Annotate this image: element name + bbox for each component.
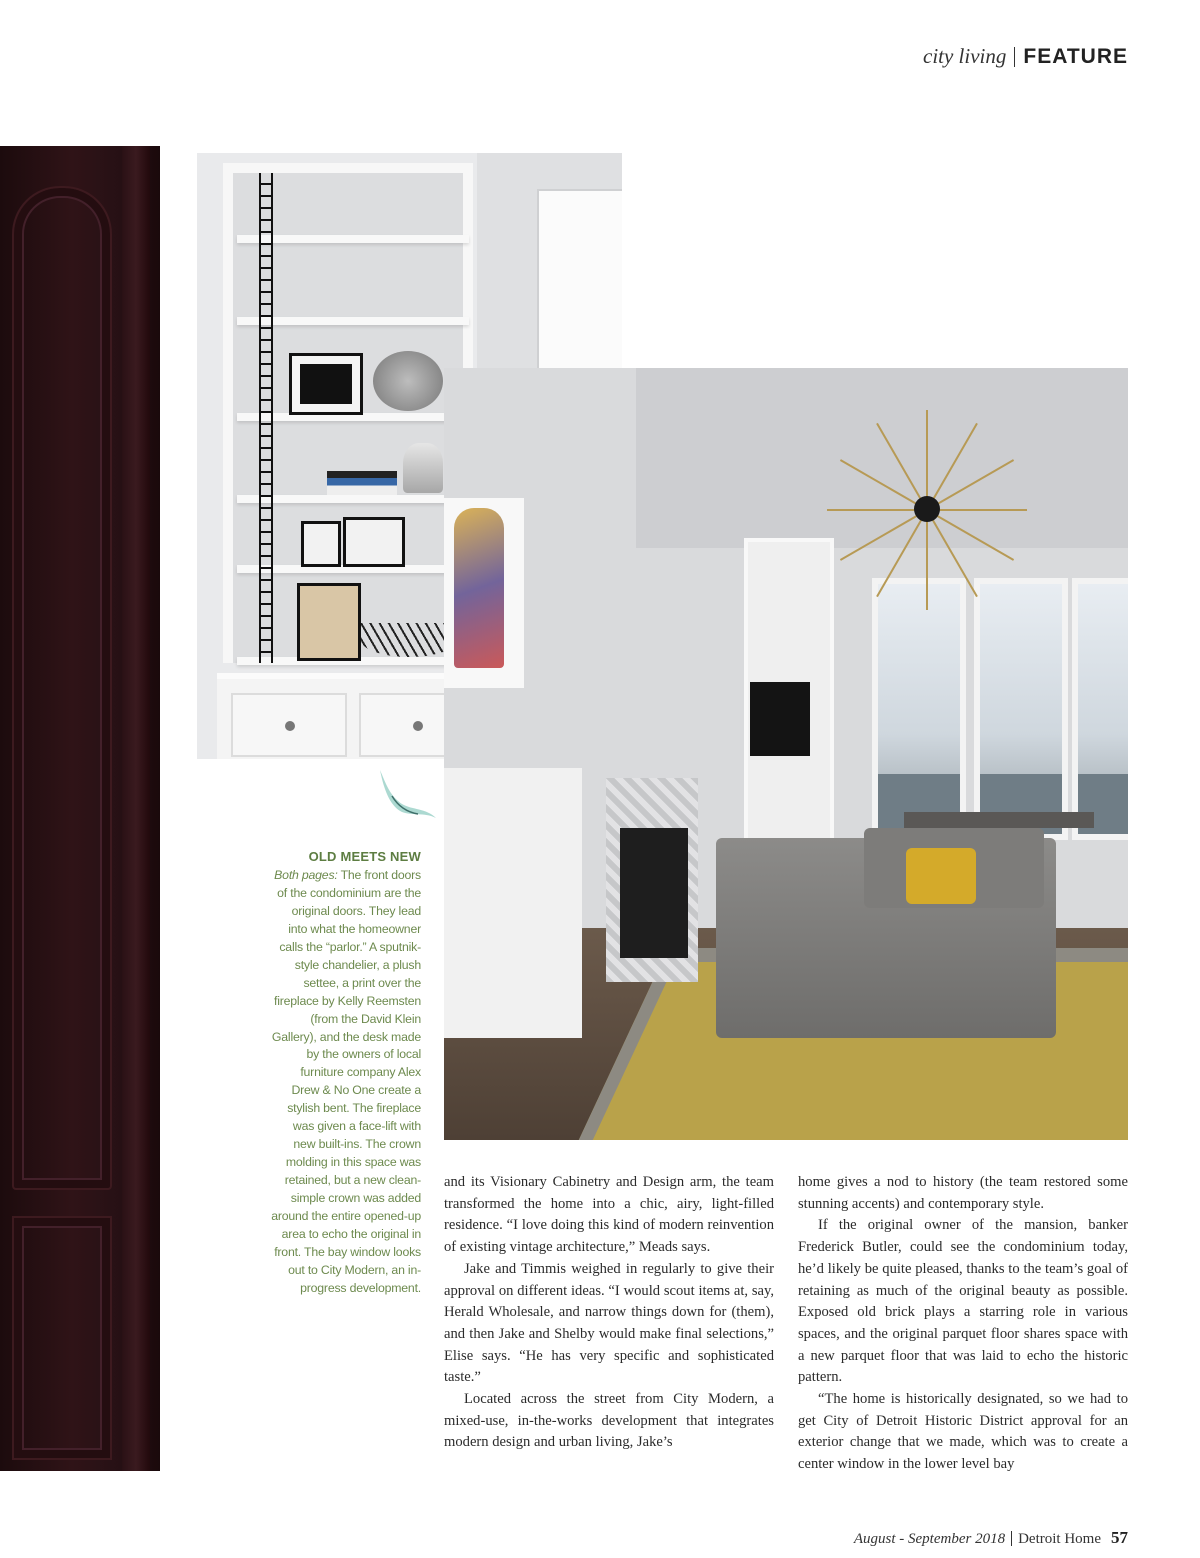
framed-art xyxy=(297,583,361,661)
door-photo xyxy=(0,146,160,1471)
sculpture-ladder xyxy=(259,173,273,663)
paragraph: “The home is historically designated, so we had to get City of Detroit Historic District approval for an exterior change that we made, which was to create a center window in the lower level bay xyxy=(798,1391,1128,1473)
article-column-1 xyxy=(444,1172,774,1454)
bay-window xyxy=(974,578,1068,840)
parlor-photo xyxy=(444,368,1128,1140)
paragraph: and its Visionary Cabinetry and Design arm, the team transformed the home into a chic, airy, light-filled residence. “I love doing this kind of modern reinvention of existing vintage architecture,” Meads says. xyxy=(444,1174,774,1256)
page-header xyxy=(923,44,1128,69)
framed-photo xyxy=(343,517,405,567)
sputnik-chandelier xyxy=(914,496,940,522)
door-lower-panel xyxy=(12,1216,112,1460)
silver-bowl xyxy=(373,351,443,411)
footer-separator xyxy=(1011,1531,1012,1546)
wire-basket xyxy=(361,623,457,657)
chandelier-arm xyxy=(827,509,927,511)
print-figure xyxy=(454,508,504,668)
framed-photo xyxy=(301,521,341,567)
issue-date: August - September 2018 xyxy=(853,1531,1006,1547)
page-footer xyxy=(854,1528,1128,1548)
caption-body xyxy=(270,867,421,1298)
books xyxy=(327,471,397,495)
caption-text: The front doors of the condominium are the original doors. They lead into what the homeowner calls the “parlor.” A sputnik-style chandelier, a plush settee, a print over the fireplace by Kelly Reemsten (from the David Klein Gallery), and the desk made by the owners of local furniture company Alex Drew & No One create a stylish bent. The fireplace was given a face-lift with new built-ins. The crown molding in this space was retained, but a new clean-simple crown was added around the entire opened-up area to echo the original in front. The bay window looks out to City Modern, an in-progress development. xyxy=(271,867,421,1295)
ceiling xyxy=(636,368,1128,548)
feature-label: FEATURE xyxy=(1023,44,1128,68)
paragraph: If the original owner of the mansion, banker Frederick Butler, could see the condominium today, he’d likely be quite pleased, thanks to the team’s goal of retaining as much of the original beauty as possible. Exposed old brick plays a starring role in various spaces, and the original parquet floor shares space with a new parquet floor that was laid to echo the historic pattern. xyxy=(798,1217,1128,1386)
balloon-dog-sculpture xyxy=(403,443,443,493)
chandelier-arm xyxy=(926,510,928,610)
firebox xyxy=(620,828,688,958)
chandelier-arm xyxy=(926,410,928,510)
bay-window xyxy=(1072,578,1128,840)
knob xyxy=(285,721,295,731)
magazine-name: Detroit Home xyxy=(1018,1531,1101,1547)
door-upper-panel xyxy=(12,186,112,1190)
paragraph: Jake and Timmis weighed in regularly to give their approval on different ideas. “I would scout items at, say, Herald Wholesale, and narrow things down for (them), and then Jake and Shelby would make final selections,” Elise says. “He has very specific and sophisticated taste.” xyxy=(444,1260,774,1386)
paragraph: home gives a nod to history (the team restored some stunning accents) and contemporary style. xyxy=(798,1174,1128,1212)
paragraph: Located across the street from City Modern, a mixed-use, in-the-works development that integrates modern design and urban living, Jake’s xyxy=(444,1391,774,1451)
yellow-pillow xyxy=(906,848,976,904)
framed-photo xyxy=(289,353,363,415)
cabinet-door xyxy=(231,693,347,757)
television xyxy=(750,682,810,756)
chandelier-arm xyxy=(927,509,1027,511)
door-rail xyxy=(122,146,150,1471)
article-column-2 xyxy=(798,1172,1128,1476)
bay-window xyxy=(872,578,966,840)
desk xyxy=(904,812,1094,828)
built-in-cabinet xyxy=(444,768,582,1038)
caption-title: OLD MEETS NEW xyxy=(308,849,421,864)
page-number: 57 xyxy=(1111,1528,1128,1547)
seagull-icon xyxy=(372,766,442,830)
photo-caption xyxy=(270,848,421,1298)
caption-lead: Both pages: xyxy=(274,867,338,882)
section-name: city living xyxy=(923,44,1007,68)
knob xyxy=(413,721,423,731)
header-separator xyxy=(1014,47,1015,67)
